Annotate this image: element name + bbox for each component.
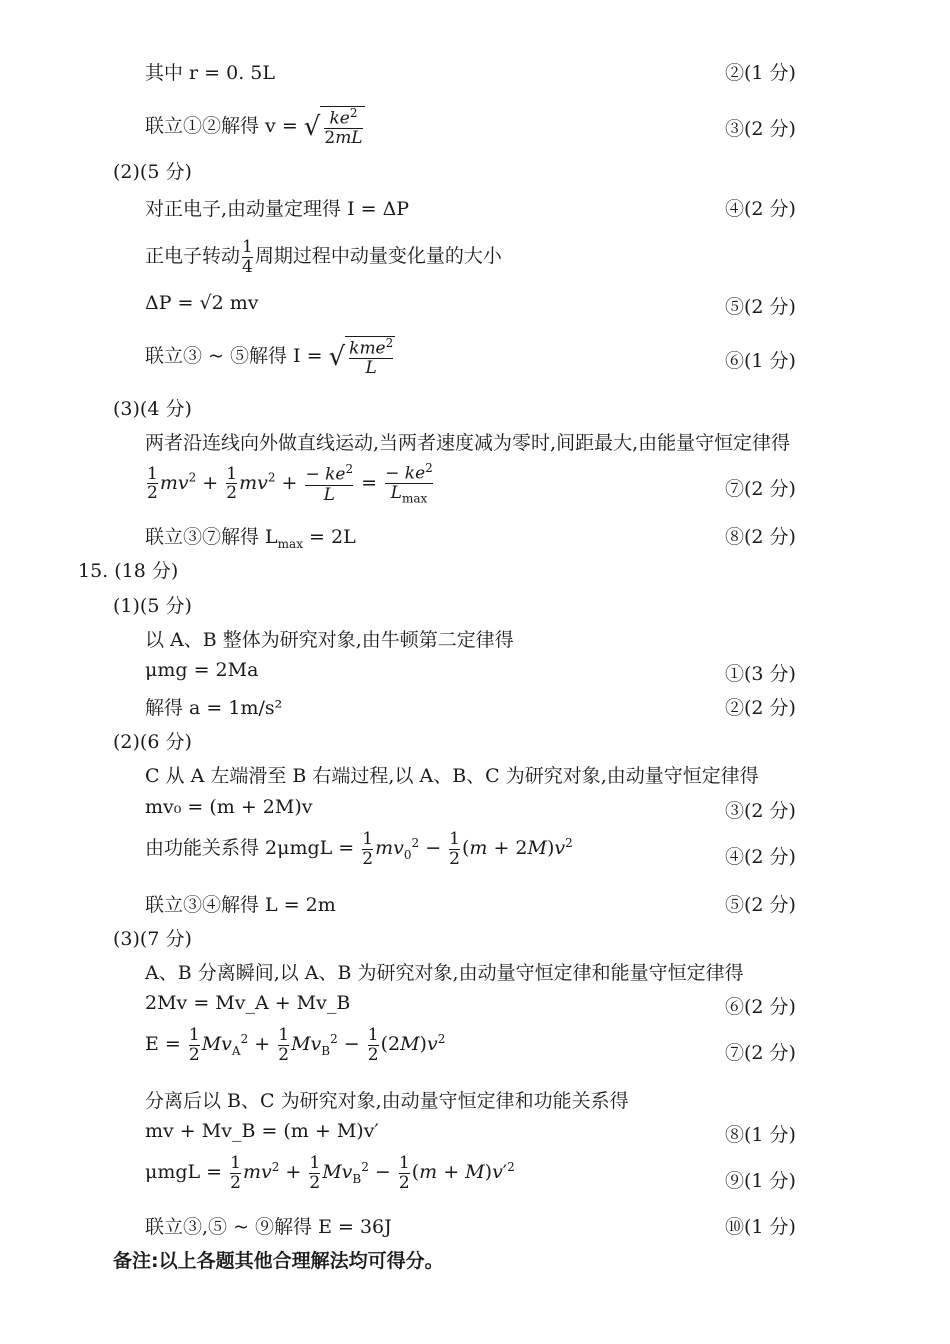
equation-text: mv + Mv_B = (m + M)v′: [145, 1120, 379, 1142]
score-mark: ⑦(2 分): [725, 478, 796, 500]
equation-text: 正电子转动: [145, 245, 241, 268]
equation-text: 联立③④解得 L = 2m: [145, 894, 336, 916]
sqrt-expression: √ $\frac{ke^2}{2mL}$: [303, 106, 363, 149]
equation-text: 对正电子,由动量定理得 I = ΔP: [145, 198, 410, 220]
score-mark: ②(2 分): [725, 697, 796, 719]
equation-text: E =: [145, 1033, 181, 1056]
equation-text: 由功能关系得 2μmgL =: [145, 837, 355, 860]
equation-text: 其中 r = 0. 5L: [145, 62, 275, 84]
sqrt-expression: √ $\frac{kme^2}{L}$: [328, 336, 394, 379]
solution-line: [145, 232, 950, 277]
equation-text: 2Mv = Mv_A + Mv_B: [145, 992, 351, 1014]
score-mark: ⑥(1 分): [725, 350, 796, 372]
equation-text: ΔP = √2 mv: [145, 292, 259, 314]
score-mark: ③(2 分): [725, 800, 796, 822]
solution-line: [145, 460, 950, 510]
solution-line: [145, 100, 950, 150]
score-mark: ⑤(2 分): [725, 296, 796, 318]
equation-text: μmgL =: [145, 1161, 223, 1184]
equation-text: 联立①②解得 v =: [145, 115, 298, 138]
score-mark: ③(2 分): [725, 118, 796, 140]
score-mark: ⑩(1 分): [725, 1216, 796, 1238]
score-mark: ⑤(2 分): [725, 894, 796, 916]
score-mark: ⑧(1 分): [725, 1124, 796, 1146]
score-mark: ④(2 分): [725, 846, 796, 868]
equation-text: mv₀ = (m + 2M)v: [145, 796, 313, 818]
equation-text: 周期过程中动量变化量的大小: [254, 245, 502, 268]
solution-line: 由功能关系得 2μmgL = $\frac{1}{2}$ $mv_0^2$ − $\frac{1}{2}$ $(m + 2M)v^2$ ④(2 分): [145, 829, 796, 869]
fraction: $\frac{1}{4}$: [242, 237, 253, 277]
solution-line: [145, 332, 950, 382]
energy-equation: $\frac{1}{2}$ $mv^2$ + $\frac{1}{2}$ $mv^2$ + $\frac{- ke^2}{L}$ = $\frac{- ke^2}{L_{max}}$: [147, 461, 433, 506]
score-mark: ④(2 分): [725, 198, 796, 220]
score-mark: ⑥(2 分): [725, 996, 796, 1018]
equation-text: 解得 a = 1m/s²: [145, 697, 283, 719]
score-mark: ⑧(2 分): [725, 526, 796, 548]
score-mark: ⑦(2 分): [725, 1042, 796, 1064]
score-mark: ⑨(1 分): [725, 1170, 796, 1192]
score-mark: ①(3 分): [725, 663, 796, 685]
equation-text: 联立③,⑤ ~ ⑨解得 E = 36J: [145, 1216, 392, 1238]
equation-text: μmg = 2Ma: [145, 659, 259, 681]
equation-text: 联立③ ~ ⑤解得 I =: [145, 345, 323, 368]
footnote: 备注:以上各题其他合理解法均可得分。: [113, 1250, 444, 1272]
solution-line: E = $\frac{1}{2}$ $Mv_A^2$ + $\frac{1}{2}$ $Mv_B^2$ − $\frac{1}{2}$ $(2M)v^2$ ⑦(2 分): [145, 1025, 796, 1065]
score-mark: ②(1 分): [725, 62, 796, 84]
solution-line: μmgL = $\frac{1}{2}$ $mv^2$ + $\frac{1}{2}$ $Mv_B^2$ − $\frac{1}{2}$ $(m + M)v'^2$ ⑨(1 分): [145, 1153, 796, 1193]
